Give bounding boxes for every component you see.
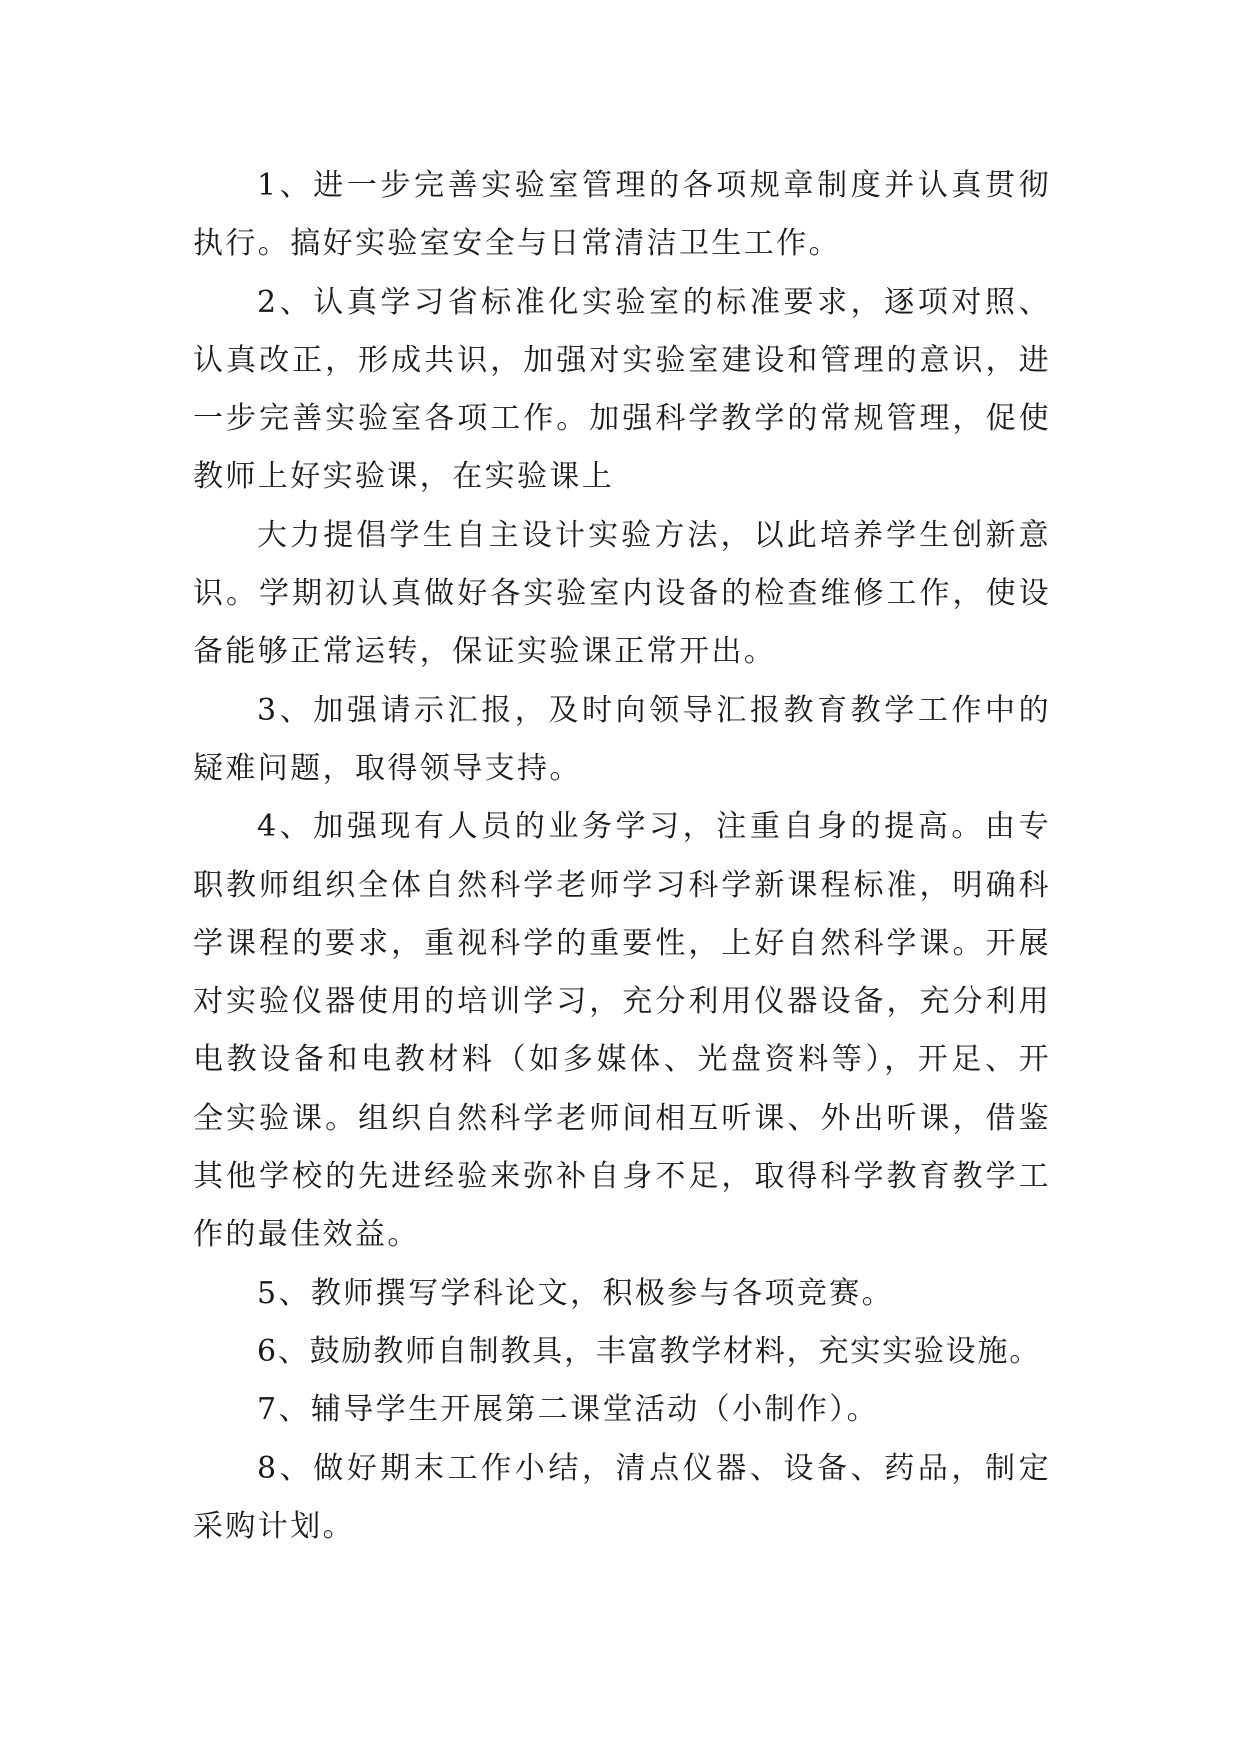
- paragraph-item-2-continued: 大力提倡学生自主设计实验方法，以此培养学生创新意识。学期初认真做好各实验室内设备的检查维修工作，使设备能够正常运转，保证实验课正常开出。: [193, 517, 1051, 670]
- paragraph-item-4: 4、加强现有人员的业务学习，注重自身的提高。由专职教师组织全体自然科学老师学习科学新课程标准，明确科学课程的要求，重视科学的重要性，上好自然科学课。开展对实验仪器使用的培训学习，充分利用仪器设备，充分利用电教设备和电教材料（如多媒体、光盘资料等），开足、开全实验课。组织自然科学老师间相互听课、外出听课，借鉴其他学校的先进经验来弥补自身不足，取得科学教育教学工作的最佳效益。: [193, 809, 1051, 1253]
- paragraph-item-5: 5、教师撰写学科论文，积极参与各项竞赛。: [257, 1275, 895, 1311]
- paragraph-item-8: 8、做好期末工作小结，清点仪器、设备、药品，制定采购计划。: [193, 1450, 1051, 1544]
- paragraph-item-2: 2、认真学习省标准化实验室的标准要求，逐项对照、认真改正，形成共识，加强对实验室建设和管理的意识，进一步完善实验室各项工作。加强科学教学的常规管理，促使教师上好实验课，在实验课上: [193, 284, 1051, 495]
- paragraph-item-6: 6、鼓励教师自制教具，丰富教学材料，充实实验设施。: [257, 1333, 1042, 1369]
- paragraph-item-3: 3、加强请示汇报，及时向领导汇报教育教学工作中的疑难问题，取得领导支持。: [193, 692, 1051, 786]
- paragraph-item-1: 1、进一步完善实验室管理的各项规章制度并认真贯彻执行。搞好实验室安全与日常清洁卫生工作。: [193, 168, 1051, 262]
- paragraph-item-7: 7、辅导学生开展第二课堂活动（小制作）。: [257, 1392, 880, 1428]
- document-body: [193, 157, 1051, 1556]
